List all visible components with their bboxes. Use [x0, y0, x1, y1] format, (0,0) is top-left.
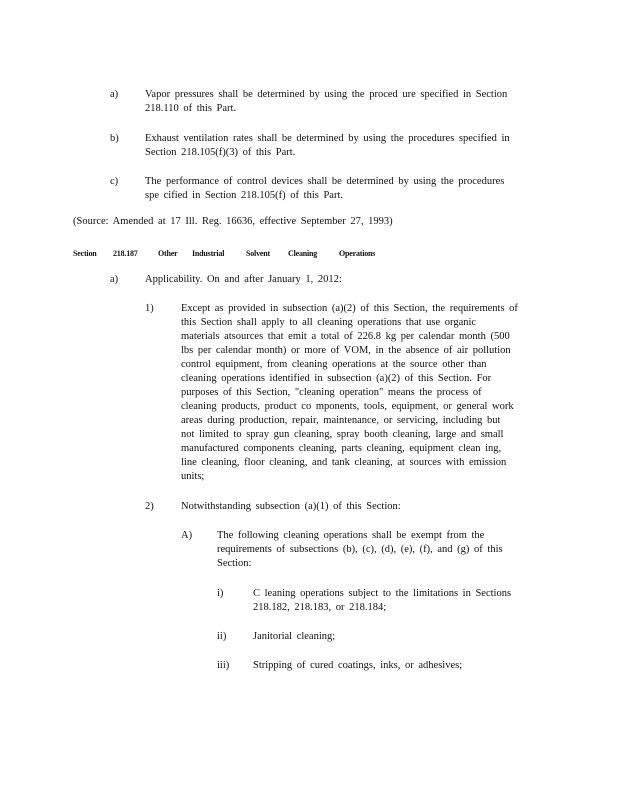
paragraph-line: areas during production, repair, maintenance, or servicing, including but	[181, 415, 501, 426]
paragraph-line: The performance of control devices shall be determined by using the procedures	[145, 176, 505, 187]
list-marker: b)	[110, 133, 119, 144]
paragraph-line: cleaning operations identified in subsection (a)(2) of this Section. For	[181, 373, 492, 384]
paragraph-line: not limited to spray gun cleaning, spray booth cleaning, large and small	[181, 429, 504, 440]
list-marker: iii)	[217, 660, 230, 671]
paragraph-line: Exhaust ventilation rates shall be determined by using the procedures specified in	[145, 133, 510, 144]
list-marker: c)	[110, 176, 119, 187]
paragraph-line: Except as provided in subsection (a)(2) of this Section, the requirements of	[181, 303, 518, 314]
paragraph-line: The following cleaning operations shall be exempt from the	[217, 530, 485, 541]
paragraph-line: control equipment, from cleaning operations at the source other than	[181, 359, 487, 370]
paragraph-line: Section:	[217, 558, 252, 569]
paragraph-line: 218.182, 218.183, or 218.184;	[253, 602, 387, 613]
section-title-word: Industrial	[192, 249, 225, 258]
list-marker: a)	[110, 89, 119, 100]
paragraph-line: C leaning operations subject to the limitations in Sections	[253, 588, 512, 599]
section-title-word: Cleaning	[288, 249, 318, 258]
paragraph-line: Vapor pressures shall be determined by using the proced ure specified in Section	[145, 89, 508, 100]
section-label: Section	[73, 249, 97, 258]
section-heading	[73, 247, 553, 259]
paragraph-line: materials atsources that emit a total of 226.8 kg per calendar month (500	[181, 331, 510, 342]
paragraph-line: this Section shall apply to all cleaning operations that use organic	[181, 317, 477, 328]
list-marker: ii)	[217, 631, 227, 642]
paragraph-line: units;	[181, 471, 205, 482]
list-marker: A)	[181, 530, 193, 541]
list-marker: 2)	[145, 501, 154, 512]
paragraph-line: Janitorial cleaning;	[253, 631, 336, 642]
paragraph-line: 218.110 of this Part.	[145, 103, 237, 114]
source-note: (Source: Amended at 17 Ill. Reg. 16636, effective September 27, 1993)	[73, 216, 393, 227]
paragraph-line: requirements of subsections (b), (c), (d), (e), (f), and (g) of this	[217, 544, 503, 555]
section-title-word: Solvent	[246, 249, 270, 258]
list-marker: a)	[110, 274, 119, 285]
section-number: 218.187	[113, 249, 138, 258]
list-marker: i)	[217, 588, 224, 599]
paragraph-line: Section 218.105(f)(3) of this Part.	[145, 147, 296, 158]
section-title-word: Operations	[339, 249, 376, 258]
paragraph-line: cleaning products, product co mponents, tools, equipment, or general work	[181, 401, 514, 412]
section-title-word: Other	[158, 249, 178, 258]
paragraph-line: manufactured components cleaning, parts cleaning, equipment clean ing,	[181, 443, 502, 454]
paragraph-line: line cleaning, floor cleaning, and tank cleaning, at sources with emission	[181, 457, 507, 468]
paragraph-line: Stripping of cured coatings, inks, or adhesives;	[253, 660, 463, 671]
paragraph-line: lbs per calendar month) or more of VOM, in the absence of air pollution	[181, 345, 511, 356]
paragraph-line: purposes of this Section, "cleaning operation" means the process of	[181, 387, 482, 398]
paragraph-line: spe cified in Section 218.105(f) of this Part.	[145, 190, 344, 201]
paragraph-line: Notwithstanding subsection (a)(1) of this Section:	[181, 501, 401, 512]
list-marker: 1)	[145, 303, 154, 314]
paragraph-line: Applicability. On and after January 1, 2012:	[145, 274, 342, 285]
